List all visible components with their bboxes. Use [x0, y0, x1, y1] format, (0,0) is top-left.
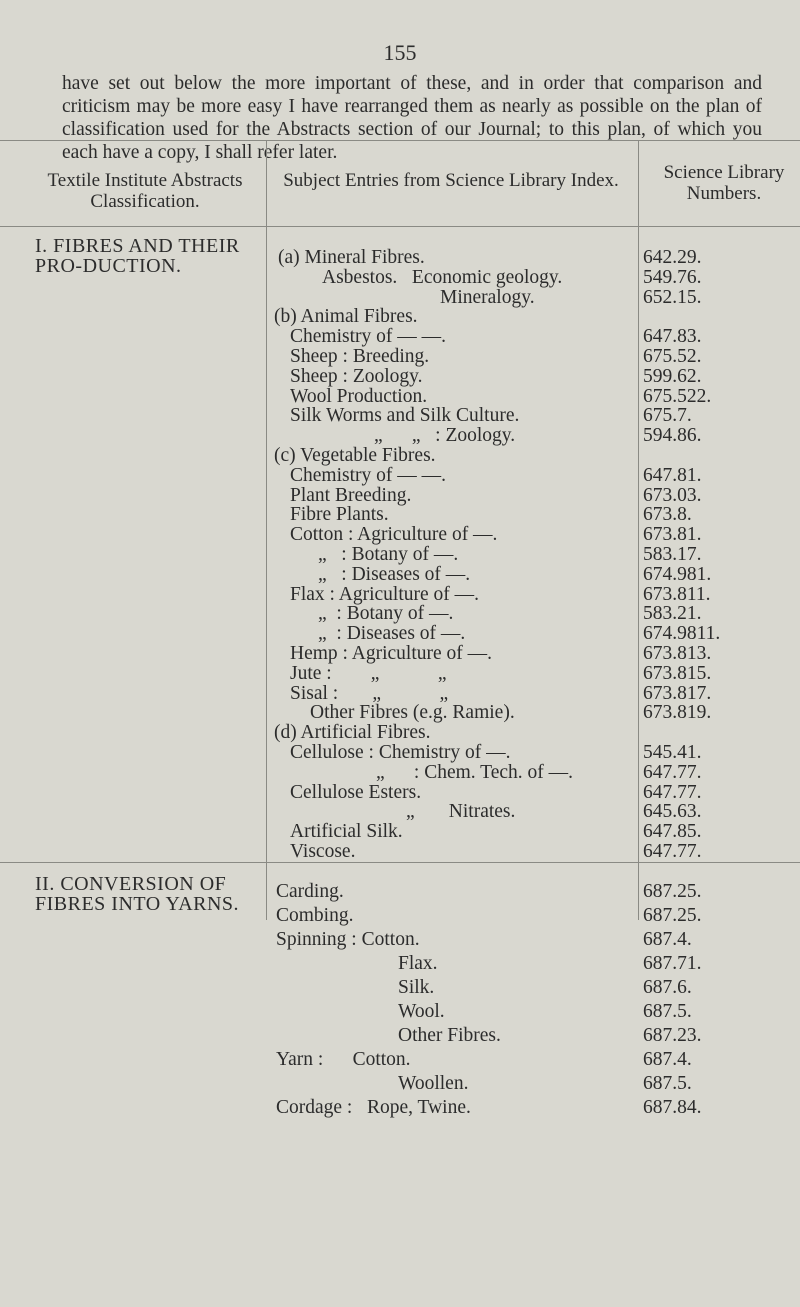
library-number: 687.6. [643, 977, 692, 998]
subject-entry: Fibre Plants. [290, 504, 389, 526]
subject-entry: Cellulose : Chemistry of —. [290, 742, 511, 763]
table-row [0, 952, 800, 976]
library-number: 642.29. [643, 247, 702, 268]
library-number: 687.5. [643, 1073, 692, 1094]
library-number: 673.03. [643, 484, 702, 506]
library-number: 647.81. [643, 464, 702, 486]
subject-entry: Spinning : Cotton. [276, 929, 420, 950]
table-row [0, 1048, 800, 1072]
subject-entry: „ „ : Zoology. [374, 425, 516, 447]
subject-entry: Yarn : Cotton. [276, 1049, 411, 1070]
library-number: 647.77. [643, 781, 702, 803]
subject-entry: Viscose. [290, 841, 356, 862]
library-number: 687.23. [643, 1025, 702, 1046]
library-number: 583.17. [643, 544, 702, 565]
subject-entry: Silk. [398, 977, 435, 998]
library-number: 687.5. [643, 1001, 692, 1022]
subject-entry: (b) Animal Fibres. [274, 306, 418, 328]
subject-entry: „ Nitrates. [406, 801, 516, 823]
table-row [0, 976, 800, 1000]
library-number: 647.77. [643, 761, 702, 783]
library-number: 583.21. [643, 603, 702, 625]
header-bottom-rule [0, 226, 800, 227]
library-number: 674.9811. [643, 623, 721, 645]
library-number: 647.83. [643, 326, 702, 348]
subject-entry: „ : Chem. Tech. of —. [376, 761, 574, 783]
subject-entry: Sheep : Zoology. [290, 365, 423, 387]
subject-entry: Mineralogy. [440, 286, 535, 308]
library-number: 645.63. [643, 801, 702, 823]
subject-entry: Sheep : Breeding. [290, 346, 430, 367]
library-number: 673.8. [643, 504, 692, 526]
table-row [0, 1096, 800, 1120]
subject-entry: Flax : Agriculture of —. [290, 583, 480, 605]
table-row [0, 904, 800, 928]
subject-entry: Silk Worms and Silk Culture. [290, 405, 520, 427]
subject-entry: Asbestos. Economic geology. [322, 266, 563, 288]
library-number: 687.4. [643, 1049, 692, 1070]
library-number: 687.4. [643, 929, 692, 950]
library-number: 687.71. [643, 953, 702, 974]
library-number: 673.811. [643, 583, 711, 605]
subject-entry: Chemistry of — —. [290, 464, 446, 486]
library-number: 673.815. [643, 662, 712, 684]
subject-entry: (a) Mineral Fibres. [278, 247, 425, 268]
section-title-fibres: I. FIBRES AND THEIR PRO-DUCTION. [35, 235, 240, 277]
subject-entry: Carding. [276, 881, 344, 902]
subject-entry: Flax. [398, 953, 438, 974]
library-number: 675.7. [643, 405, 692, 427]
header-library-numbers: Science Library Numbers. [663, 162, 785, 204]
subject-entry: „ : Diseases of —. [318, 623, 466, 645]
table-row [0, 880, 800, 904]
subject-entry: Sisal : „ „ [290, 682, 449, 704]
subject-entry: Jute : „ „ [290, 662, 447, 684]
table-row [0, 1000, 800, 1024]
subject-entry: „ : Botany of —. [318, 544, 459, 565]
library-number: 675.522. [643, 385, 712, 407]
library-number: 675.52. [643, 346, 702, 367]
subject-entry: Plant Breeding. [290, 484, 412, 506]
library-number: 599.62. [643, 365, 702, 387]
subject-entry: Cotton : Agriculture of —. [290, 524, 498, 546]
library-number: 647.85. [643, 821, 702, 843]
subject-entry: Hemp : Agriculture of —. [290, 643, 492, 664]
intro-paragraph: have set out below the more important of these, and in order that comparison and criticism may be more easy I have rearranged them as nearly as possible on the plan of classification used for the Abstracts section of our Journal; to this plan, of which you each have a copy, I shall refer later. [62, 73, 762, 163]
subject-entry: Artificial Silk. [290, 821, 403, 843]
library-number: 673.819. [643, 702, 712, 724]
table-row [0, 1072, 800, 1096]
subject-entry: Wool Production. [290, 385, 428, 407]
subject-entry: Chemistry of — —. [290, 326, 446, 348]
library-number: 687.84. [643, 1097, 702, 1118]
library-number: 647.77. [643, 841, 702, 862]
subject-entry: Other Fibres (e.g. Ramie). [310, 702, 515, 724]
subject-entry: Cordage : Rope, Twine. [276, 1097, 471, 1118]
library-number: 673.81. [643, 524, 702, 546]
library-number: 687.25. [643, 905, 702, 926]
table-row [0, 840, 800, 864]
library-number: 594.86. [643, 425, 702, 447]
subject-entry: Other Fibres. [398, 1025, 501, 1046]
section-title-conversion: II. CONVERSION OF FIBRES INTO YARNS. [35, 873, 240, 915]
library-number: 673.813. [643, 643, 712, 664]
subject-entry: Cellulose Esters. [290, 781, 422, 803]
page-number: 155 [383, 40, 417, 65]
header-subject-entries: Subject Entries from Science Library Index. [283, 170, 619, 191]
library-number: 545.41. [643, 742, 702, 763]
subject-entry: Wool. [398, 1001, 445, 1022]
header-classification: Textile Institute Abstracts Classification. [47, 170, 243, 212]
subject-entry: Combing. [276, 905, 354, 926]
table-row [0, 1024, 800, 1048]
subject-entry: Woollen. [398, 1073, 469, 1094]
subject-entry: (c) Vegetable Fibres. [274, 445, 436, 466]
library-number: 549.76. [643, 266, 702, 288]
library-number: 673.817. [643, 682, 712, 704]
library-number: 687.25. [643, 881, 702, 902]
subject-entry: (d) Artificial Fibres. [274, 722, 431, 744]
library-number: 652.15. [643, 286, 702, 308]
subject-entry: „ : Diseases of —. [318, 563, 471, 585]
subject-entry: „ : Botany of —. [318, 603, 454, 625]
library-number: 674.981. [643, 563, 712, 585]
table-top-rule [0, 140, 800, 141]
table-row [0, 928, 800, 952]
